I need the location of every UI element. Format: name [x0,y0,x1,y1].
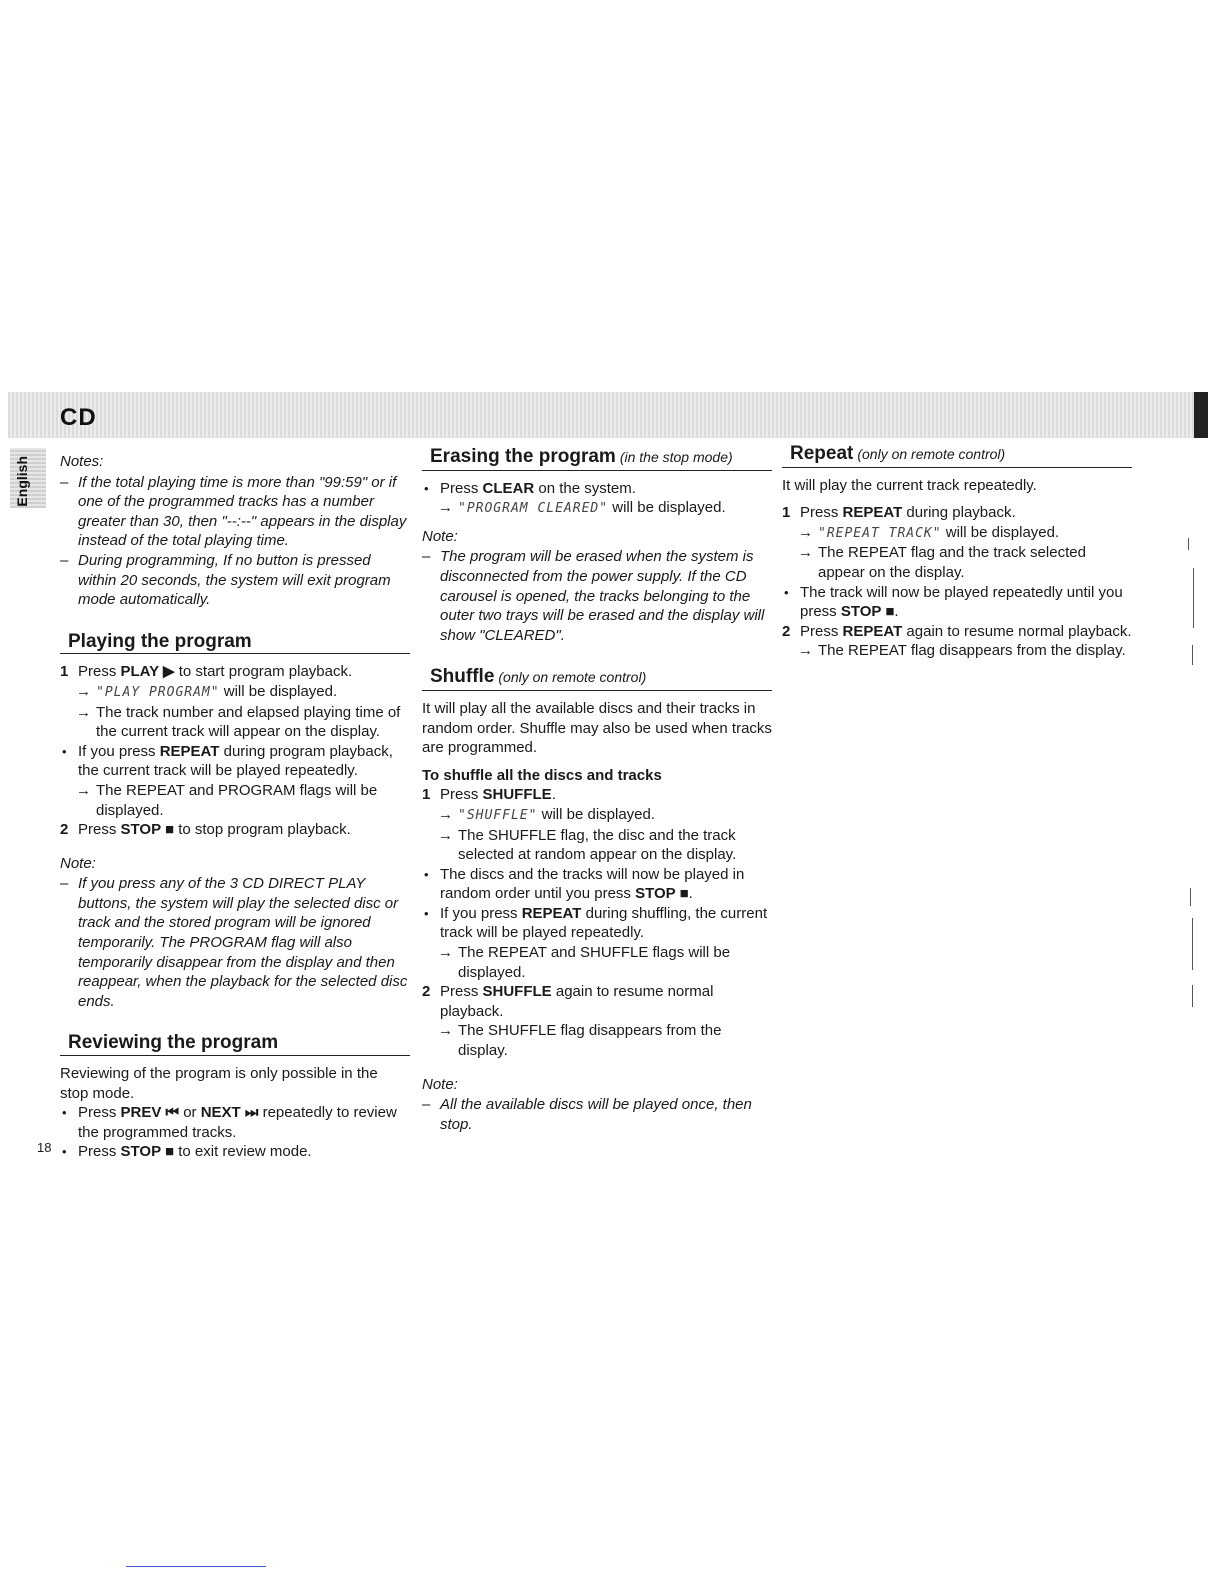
section-title: CD [60,404,97,431]
bullet-item: • Press STOP ■ to exit review mode. [62,1143,312,1161]
result-item: → "PLAY PROGRAM" will be displayed. [76,682,338,700]
margin-mark [1192,985,1193,1007]
header-end-mark [1194,392,1208,438]
column-2 [422,447,772,1134]
step-item: 1 Press SHUFFLE. [422,786,556,804]
repeat-intro: It will play the current track repeatedly. [782,476,1037,494]
section-header-band [8,392,1208,438]
heading-shuffle: Shuffle (only on remote control) [422,667,772,691]
note-item: – If you press any of the 3 CD DIRECT PLAY buttons, the system will play the selected disc or track and the stored program will be ignored temporarily. The PROGRAM flag will also temporarily disappear from the display and then reappear, when the playback for the selected disc ends. [60,875,408,1010]
margin-mark [1188,538,1189,550]
page-number: 18 [37,1140,52,1155]
notes-label: Notes: [60,453,104,470]
note-item: – The program will be erased when the system is disconnected from the power supply. If the CD carousel is opened, the tracks belonging to the outer two trays will be erased and the display will show "CLEARED". [422,548,765,644]
lcd-text: "SHUFFLE" [458,807,538,823]
heading-repeat: Repeat (only on remote control) [782,444,1132,468]
result-item: → The SHUFFLE flag disappears from the display. [438,1022,722,1060]
step-item: 2 Press REPEAT again to resume normal playback. [782,622,1132,640]
result-item: → The REPEAT and PROGRAM flags will be displayed. [76,781,378,819]
margin-mark [1190,888,1191,906]
lcd-text: "REPEAT TRACK" [818,525,942,541]
bullet-item: • If you press REPEAT during program playback, the current track will be played repeatedly. [62,742,393,780]
note-item: – If the total playing time is more than "99:59" or if one of the programmed tracks has a number greater than 30, then "--:--" appears in the display instead of the total playing time. [60,473,407,550]
step-item: 2 Press STOP ■ to stop program playback. [60,821,351,839]
heading-reviewing-program: Reviewing the program [60,1033,410,1056]
column-3 [782,444,1132,661]
bottom-rule [126,1566,266,1567]
note-label: Note: [422,1075,458,1093]
heading-erasing-program: Erasing the program (in the stop mode) [422,447,772,471]
result-item: → "REPEAT TRACK" will be displayed. [798,523,1060,541]
column-1 [60,452,410,1162]
language-tab [10,448,46,508]
result-item: → The REPEAT flag and the track selected appear on the display. [798,544,1086,581]
note-label: Note: [422,527,458,545]
bullet-item: • Press PREV ⏮ or NEXT ⏭ repeatedly to review the programmed tracks. [62,1104,397,1141]
heading-playing-program: Playing the program [60,632,410,655]
language-tab-label: English [14,456,30,507]
note-item: – During programming, If no button is pressed within 20 seconds, the system will exit program mode automatically. [60,551,391,609]
bullet-item: • Press CLEAR on the system. [424,479,636,497]
bullet-item: • If you press REPEAT during shuffling, the current track will be played repeatedly. [424,904,768,942]
note-item: – All the available discs will be played once, then stop. [422,1096,752,1133]
note-label: Note: [60,854,96,872]
result-item: → "SHUFFLE" will be displayed. [438,805,656,823]
shuffle-subheading: To shuffle all the discs and tracks [422,766,662,784]
margin-mark [1192,918,1193,970]
shuffle-intro: It will play all the available discs and their tracks in random order. Shuffle may also be used when tracks are programmed. [422,699,772,757]
result-item: → The REPEAT flag disappears from the display. [798,642,1126,660]
step-item: 2 Press SHUFFLE again to resume normal playback. [422,983,714,1020]
lcd-text: "PLAY PROGRAM" [96,684,220,700]
step-item: 1 Press REPEAT during playback. [782,504,1016,522]
lcd-text: "PROGRAM CLEARED" [458,501,609,517]
margin-mark [1193,568,1194,628]
result-item: → "PROGRAM CLEARED" will be displayed. [438,499,726,517]
bullet-item: • The track will now be played repeatedly until you press STOP ■. [784,583,1123,621]
step-item: 1 Press PLAY ▶ to start program playback. [60,663,353,681]
bullet-item: • The discs and the tracks will now be played in random order until you press STOP ■. [424,865,745,903]
result-item: → The SHUFFLE flag, the disc and the track selected at random appear on the display. [438,826,737,864]
reviewing-intro: Reviewing of the program is only possible in the stop mode. [60,1065,378,1102]
margin-mark [1192,645,1193,665]
result-item: → The track number and elapsed playing time of the current track will appear on the display. [76,703,401,741]
result-item: → The REPEAT and SHUFFLE flags will be displayed. [438,944,731,981]
